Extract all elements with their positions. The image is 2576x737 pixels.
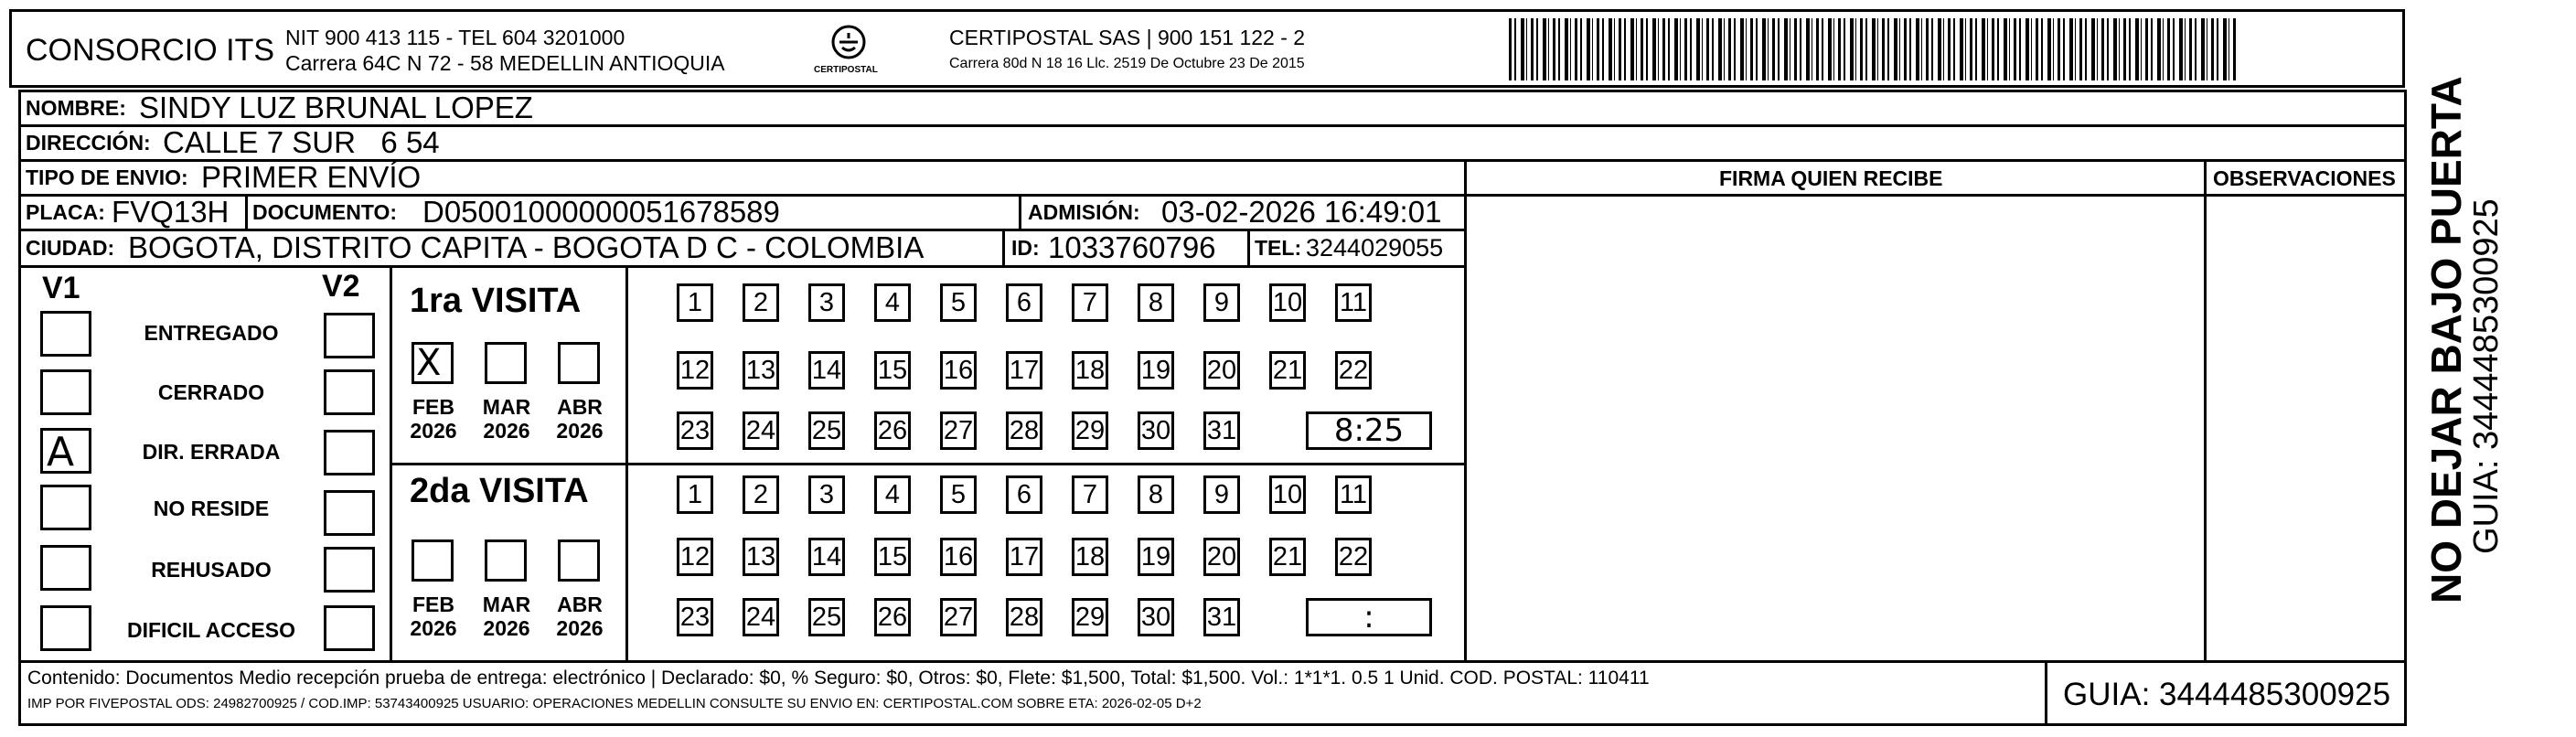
visit2-day-box[interactable]: 12 — [677, 538, 713, 576]
visit2-day-box[interactable]: 15 — [874, 538, 911, 576]
footer-divider — [2045, 660, 2047, 726]
visit2-day-box[interactable]: 7 — [1072, 475, 1108, 514]
visit2-day-box[interactable]: 6 — [1006, 475, 1042, 514]
recipient-address: CALLE 7 SUR 6 54 — [163, 125, 440, 159]
address-label: DIRECCIÓN: — [26, 131, 151, 155]
visit2-day-box[interactable]: 25 — [808, 598, 845, 636]
plate-label: PLACA: — [26, 200, 105, 224]
visit1-day-box[interactable]: 2 — [743, 283, 779, 322]
tel-number: 3244029055 — [1306, 234, 1444, 262]
visit2-day-box[interactable]: 29 — [1072, 598, 1108, 636]
visit1-day-box[interactable]: 7 — [1072, 283, 1108, 322]
v1-checkbox-no-reside[interactable] — [40, 485, 91, 530]
send-type-label: TIPO DE ENVIO: — [26, 166, 188, 189]
visit1-day-box[interactable]: 29 — [1072, 411, 1108, 450]
v1-checkbox-rehusado[interactable] — [40, 545, 91, 591]
visit2-day-box[interactable]: 19 — [1138, 538, 1174, 576]
tel-label: TEL: — [1255, 236, 1302, 260]
cell-divider — [1019, 194, 1021, 229]
company-nit: NIT 900 413 115 - TEL 604 3201000 — [285, 26, 625, 49]
visit2-month-abr: ABR 2026 — [556, 593, 604, 640]
visit2-day-box[interactable]: 27 — [940, 598, 977, 636]
signature-header: FIRMA QUIEN RECIBE — [1719, 166, 1943, 190]
id-number: 1033760796 — [1048, 230, 1216, 264]
visit1-month-mar: MAR 2026 — [482, 395, 531, 443]
visit2-day-box[interactable]: 20 — [1203, 538, 1240, 576]
v1-header: V1 — [42, 271, 80, 305]
visit2-day-box[interactable]: 30 — [1138, 598, 1174, 636]
visit1-day-box[interactable]: 9 — [1203, 283, 1240, 322]
visit2-day-box[interactable]: 4 — [874, 475, 911, 514]
visit2-day-box[interactable]: 21 — [1269, 538, 1306, 576]
visit1-day-box[interactable]: 3 — [808, 283, 845, 322]
courier-address: Carrera 80d N 18 16 Llc. 2519 De Octubre 23 De 2015 — [949, 56, 1305, 71]
second-visit-title: 2da VISITA — [410, 472, 589, 510]
recipient-name: SINDY LUZ BRUNAL LOPEZ — [139, 91, 533, 124]
first-visit-title: 1ra VISITA — [410, 282, 582, 320]
visit1-day-box[interactable]: 12 — [677, 351, 713, 390]
visit1-day-box[interactable]: 14 — [808, 351, 845, 390]
visit1-month-feb-checkbox[interactable] — [412, 342, 454, 384]
name-label: NOMBRE: — [26, 96, 126, 120]
visit1-day-box[interactable]: 11 — [1335, 283, 1372, 322]
row-line — [18, 660, 2407, 663]
visit2-time-box[interactable]: : — [1306, 598, 1432, 636]
visit2-day-box[interactable]: 14 — [808, 538, 845, 576]
plate: FVQ13H — [112, 195, 230, 229]
v1-checkbox-dir-errada[interactable] — [40, 428, 91, 474]
visit2-day-box[interactable]: 3 — [808, 475, 845, 514]
observations-area[interactable] — [2207, 197, 2406, 659]
option-entregado: ENTREGADO — [144, 321, 279, 345]
option-rehusado: REHUSADO — [151, 558, 272, 582]
visit2-day-box[interactable]: 10 — [1269, 475, 1306, 514]
visit1-month-abr: ABR 2026 — [556, 395, 604, 443]
admission-date: 03-02-2026 16:49:01 — [1161, 195, 1442, 229]
visit2-day-box[interactable]: 26 — [874, 598, 911, 636]
visit2-day-box[interactable]: 1 — [677, 475, 713, 514]
v1-checkbox-cerrado[interactable] — [40, 369, 91, 415]
visit2-day-box[interactable]: 23 — [677, 598, 713, 636]
visit1-day-box[interactable]: 17 — [1006, 351, 1042, 390]
visit2-day-box[interactable]: 28 — [1006, 598, 1042, 636]
visit1-feb-mark: X — [416, 342, 442, 384]
imp-line: IMP POR FIVEPOSTAL ODS: 24982700925 / COD.IMP: 53743400925 USUARIO: OPERACIONES MEDELLIN CONSULTE SU ENVIO EN: CERTIPOSTAL.COM SOBRE ETA: 2026-02-05 D+2 — [27, 696, 1202, 711]
visit1-day-box[interactable]: 27 — [940, 411, 977, 450]
footer-guide-number: GUIA: 3444485300925 — [2063, 677, 2391, 712]
visit1-day-box[interactable]: 30 — [1138, 411, 1174, 450]
option-cerrado: CERRADO — [157, 380, 265, 404]
visit2-day-box[interactable]: 11 — [1335, 475, 1372, 514]
visit1-day-box[interactable]: 5 — [940, 283, 977, 322]
certipostal-logo — [812, 22, 885, 82]
company-name: CONSORCIO ITS — [26, 33, 275, 68]
visit1-day-box[interactable]: 21 — [1269, 351, 1306, 390]
visit2-day-box[interactable]: 22 — [1335, 538, 1372, 576]
barcode — [1509, 18, 2236, 80]
v2-checkbox-no-reside[interactable] — [324, 490, 375, 536]
visit1-day-box[interactable]: 26 — [874, 411, 911, 450]
visit2-day-box[interactable]: 9 — [1203, 475, 1240, 514]
cell-divider — [245, 194, 248, 229]
visit1-month-feb: FEB 2026 — [410, 395, 457, 443]
visit1-day-box[interactable]: 1 — [677, 283, 713, 322]
visit2-day-box[interactable]: 8 — [1138, 475, 1174, 514]
visit2-day-box[interactable]: 16 — [940, 538, 977, 576]
visit1-month-mar-checkbox[interactable] — [485, 342, 527, 384]
v2-header: V2 — [322, 269, 360, 304]
send-type: PRIMER ENVÍO — [201, 160, 422, 194]
content-line: Contenido: Documentos Medio recepción prueba de entrega: electrónico | Declarado: $0, % Seguro: $0, Otros: $0, Flete: $1,500, Total: $1,500. Vol.: 1*1*1. 0.5 1 Unid. COD. POSTAL: 110411 — [27, 668, 1650, 689]
option-dificil-acceso: DIFICIL ACCESO — [126, 618, 295, 642]
option-dir-errada: DIR. ERRADA — [142, 440, 281, 464]
v2-checkbox-rehusado[interactable] — [324, 547, 375, 593]
v2-checkbox-dir-errada[interactable] — [324, 430, 375, 475]
visit2-month-mar-checkbox[interactable] — [485, 539, 527, 582]
document-label: DOCUMENTO: — [252, 200, 398, 224]
v2-checkbox-entregado[interactable] — [324, 313, 375, 358]
visit2-day-box[interactable]: 17 — [1006, 538, 1042, 576]
option-no-reside: NO RESIDE — [153, 497, 270, 520]
side-guide-number: GUIA: 3444485300925 — [2467, 198, 2506, 554]
visit1-time-box[interactable]: 8:25 — [1306, 411, 1432, 450]
company-address: Carrera 64C N 72 - 58 MEDELLIN ANTIOQUIA — [285, 51, 725, 75]
city-label: CIUDAD: — [26, 236, 115, 260]
v1-checkbox-entregado[interactable] — [40, 311, 91, 357]
visit1-day-box[interactable]: 13 — [743, 351, 779, 390]
visit2-day-box[interactable]: 2 — [743, 475, 779, 514]
visit1-day-box[interactable]: 19 — [1138, 351, 1174, 390]
visit1-day-box[interactable]: 18 — [1072, 351, 1108, 390]
visit2-month-feb: FEB 2026 — [410, 593, 457, 640]
visit2-month-mar: MAR 2026 — [482, 593, 531, 640]
signature-area[interactable] — [1467, 197, 2203, 659]
v2-checkbox-dificil-acceso[interactable] — [324, 605, 375, 651]
visit1-day-box[interactable]: 22 — [1335, 351, 1372, 390]
visit2-day-box[interactable]: 5 — [940, 475, 977, 514]
visit2-month-abr-checkbox[interactable] — [558, 539, 600, 582]
visit1-day-box[interactable]: 31 — [1203, 411, 1240, 450]
visit1-day-box[interactable]: 10 — [1269, 283, 1306, 322]
visit1-day-box[interactable]: 20 — [1203, 351, 1240, 390]
visit2-day-box[interactable]: 13 — [743, 538, 779, 576]
visit1-day-box[interactable]: 25 — [808, 411, 845, 450]
visit2-day-box[interactable]: 24 — [743, 598, 779, 636]
visit1-day-box[interactable]: 28 — [1006, 411, 1042, 450]
cell-divider — [1247, 229, 1250, 265]
visit1-day-box[interactable]: 8 — [1138, 283, 1174, 322]
cell-divider — [1002, 229, 1005, 265]
courier-name: CERTIPOSTAL SAS | 900 151 122 - 2 — [949, 26, 1306, 49]
visit2-month-feb-checkbox[interactable] — [412, 539, 454, 582]
visit2-day-box[interactable]: 18 — [1072, 538, 1108, 576]
visit1-day-box[interactable]: 24 — [743, 411, 779, 450]
id-label: ID: — [1011, 236, 1040, 260]
visit1-day-box[interactable]: 23 — [677, 411, 713, 450]
visit1-day-box[interactable]: 16 — [940, 351, 977, 390]
v1-handwritten-mark: A — [47, 429, 75, 475]
observations-header: OBSERVACIONES — [2213, 166, 2396, 190]
admission-label: ADMISIÓN: — [1028, 200, 1140, 224]
visit1-month-abr-checkbox[interactable] — [558, 342, 600, 384]
visit1-day-box[interactable]: 4 — [874, 283, 911, 322]
no-dejar-bajo-puerta: NO DEJAR BAJO PUERTA — [2422, 76, 2470, 603]
row-line — [18, 265, 1467, 268]
visit2-day-box[interactable]: 31 — [1203, 598, 1240, 636]
visit-divider — [390, 463, 1464, 465]
v1-checkbox-dificil-acceso[interactable] — [40, 605, 91, 651]
logo-caption: CERTIPOSTAL — [814, 65, 878, 75]
visit1-day-box[interactable]: 6 — [1006, 283, 1042, 322]
v2-checkbox-cerrado[interactable] — [324, 369, 375, 415]
document-number: D05001000000051678589 — [422, 195, 780, 229]
visit1-day-box[interactable]: 15 — [874, 351, 911, 390]
city: BOGOTA, DISTRITO CAPITA - BOGOTA D C - COLOMBIA — [128, 230, 925, 264]
